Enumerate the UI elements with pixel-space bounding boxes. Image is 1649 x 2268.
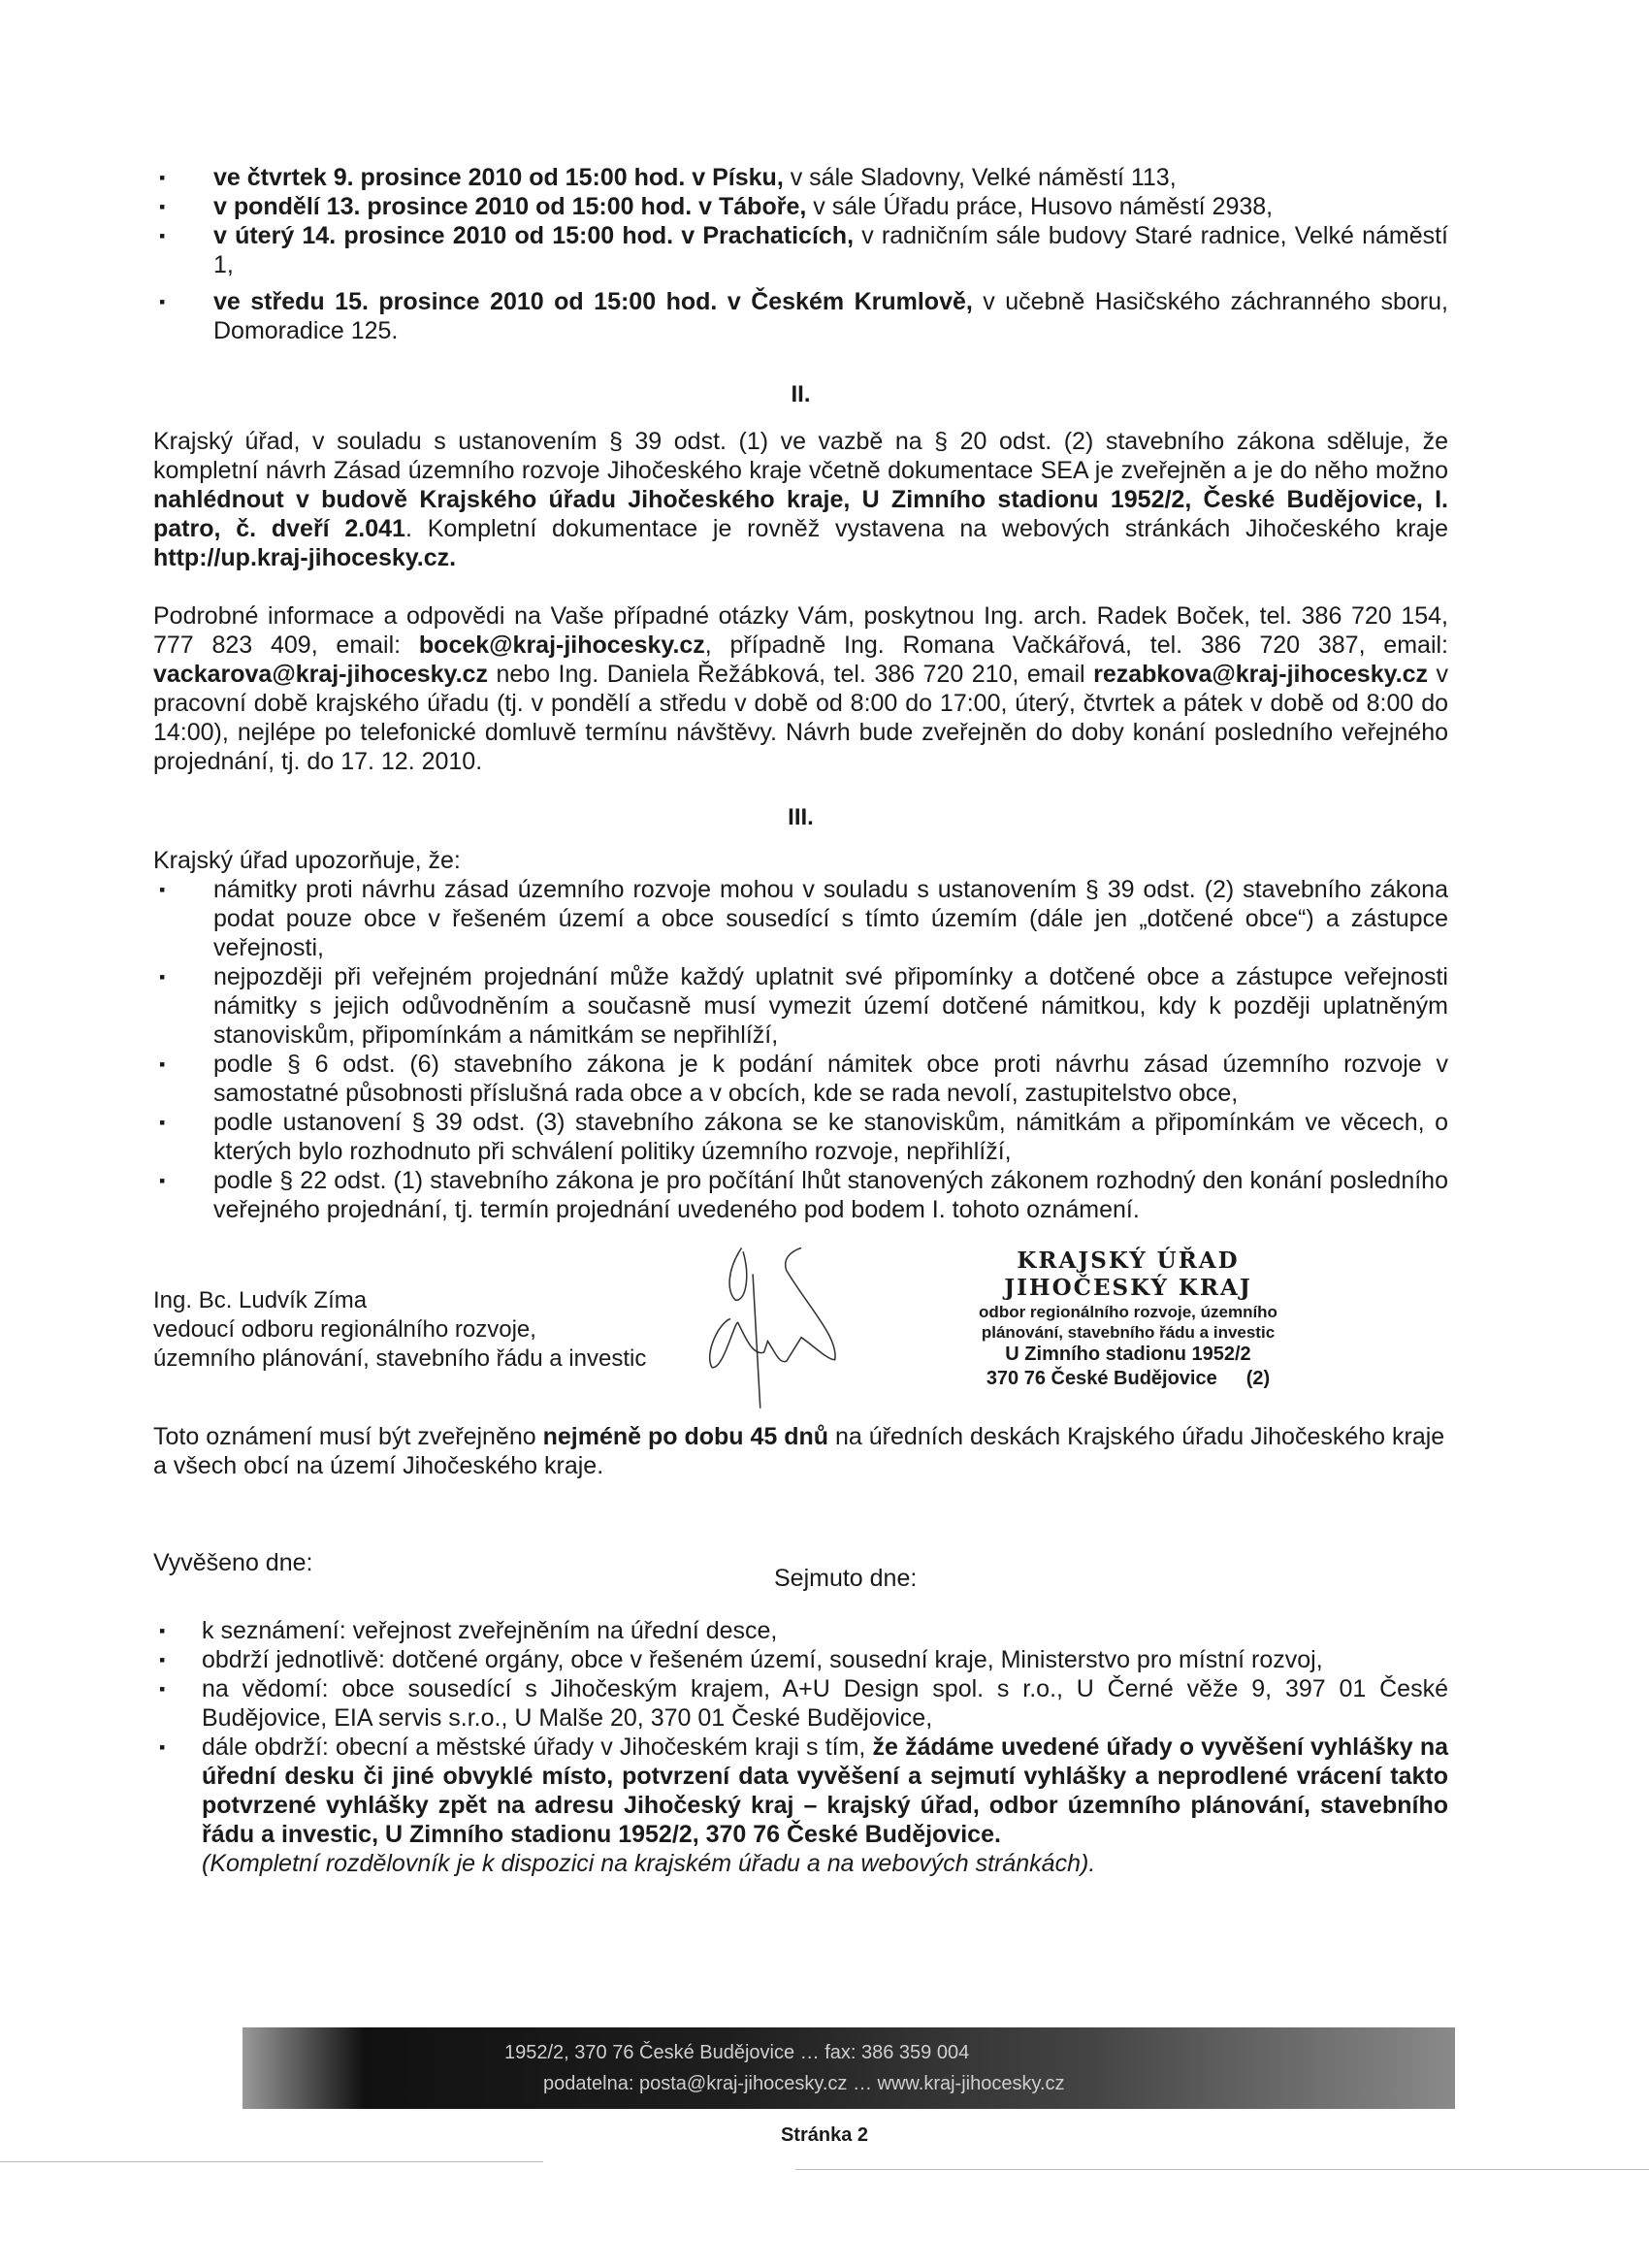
bullet-icon: ▪: [159, 1113, 166, 1132]
footer-contact: podatelna: posta@kraj-jihocesky.cz … www.kraj-jihocesky.cz: [543, 2073, 1065, 2094]
website-link[interactable]: http://up.kraj-jihocesky.cz.: [153, 544, 457, 571]
email-link-vackarova[interactable]: vackarova@kraj-jihocesky.cz: [153, 661, 488, 688]
bullet-icon: ▪: [159, 1737, 166, 1757]
dates-row: [153, 1548, 1448, 1616]
bullet-icon: ▪: [159, 1171, 166, 1190]
email-link-rezabkova[interactable]: rezabkova@kraj-jihocesky.cz: [1093, 661, 1429, 688]
page-number: Stránka 2: [780, 2124, 869, 2146]
signer-role: vedoucí odboru regionálního rozvoje,: [153, 1316, 536, 1343]
list-item: ▪ v úterý 14. prosince 2010 od 15:00 hod. v Prachaticích, v radničním sále budovy Staré radnice, Velké náměstí 1,: [159, 222, 1448, 278]
list-item: ▪ na vědomí: obce sousedící s Jihočeským krajem, A+U Design spol. s r.o., U Černé věže 9, 397 01 České Budějovice, EIA servis s.r.o., U Malše 20, 370 01 České Budějovice,: [159, 1675, 1448, 1732]
list-item: ▪ ve čtvrtek 9. prosince 2010 od 15:00 hod. v Písku, v sále Sladovny, Velké náměstí 113,: [159, 164, 1177, 191]
email-link-bocek[interactable]: bocek@kraj-jihocesky.cz: [418, 632, 705, 659]
bullet-icon: ▪: [159, 292, 166, 311]
contact-paragraph: Podrobné informace a odpovědi na Vaše případné otázky Vám, poskytnou Ing. arch. Radek Boček, tel. 386 720 154, 777 823 409, email: bocek@kraj-jihocesky.cz, případně Ing. Romana Vačkářová, tel. 386 720 387, email: vackarova@kraj-jihocesky.cz nebo Ing. Daniela Řežábková, tel. 386 720 210, email rezabkova@kraj-jihocesky.cz v pracovní době krajského úřadu (tj. v pondělí a středu v době od 8:00 do 17:00, úterý, čtvrtek a pátek v době od 8:00 do 14:00), nejlépe po telefonické domluvě termínu návštěvy. Návrh bude zveřejněn do doby konání posledního veřejného projednání, tj. do 17. 12. 2010.: [153, 602, 1448, 775]
bullet-icon: ▪: [159, 1650, 166, 1669]
bullet-icon: ▪: [159, 1054, 166, 1074]
bullet-icon: ▪: [159, 880, 166, 899]
signature-icon: [682, 1247, 876, 1412]
bullet-icon: ▪: [159, 967, 166, 987]
scan-artifact-line: [795, 2169, 1649, 2170]
bullet-icon: ▪: [159, 1679, 166, 1699]
signer-block: [153, 1286, 658, 1374]
bullet-icon: ▪: [159, 1621, 166, 1640]
list-item: ▪ v pondělí 13. prosince 2010 od 15:00 hod. v Táboře, v sále Úřadu práce, Husovo náměstí 2938,: [159, 193, 1274, 220]
posted-date-label: Vyvěšeno dne:: [153, 1549, 313, 1576]
footer-band: [242, 2027, 1455, 2109]
list-item: ▪ obdrží jednotlivě: dotčené orgány, obce v řešeném území, sousední kraje, Ministerstvo pro místní rozvoj,: [159, 1646, 1323, 1673]
list-item: ▪ dále obdrží: obecní a městské úřady v Jihočeském kraji s tím, že žádáme uvedené úřady o vyvěšení vyhlášky na úřední desku či jiné obvyklé místo, potvrzení data vyvěšení a sejmutí vyhlášky a neprodlené vrácení takto potvrzené vyhlášky zpět na adresu Jihočeský kraj – krajský úřad, odbor územního plánování, stavebního řádu a investic, U Zimního stadionu 1952/2, 370 76 České Budějovice. (Kompletní rozdělovník je k dispozici na krajském úřadu a na webových stránkách).: [159, 1733, 1448, 1877]
signer-role: územního plánování, stavebního řádu a investic: [153, 1345, 647, 1372]
list-item: ▪ podle § 6 odst. (6) stavebního zákona je k podání námitek obce proti návrhu zásad územního rozvoje v samostatné působnosti příslušná rada obce a v obcích, kde se rada nevolí, zastupitelstvo obce,: [159, 1051, 1448, 1107]
signer-name: Ing. Bc. Ludvík Zíma: [153, 1287, 368, 1313]
notice-list: [153, 875, 1448, 1224]
distribution-list: [153, 1616, 1448, 1878]
section-heading-ii: II.: [791, 381, 811, 407]
publication-notice: Toto oznámení musí být zveřejněno nejméně po dobu 45 dnů na úředních deskách Krajského úřadu Jihočeského kraje a všech obcí na území Jihočeského kraje.: [153, 1423, 1445, 1479]
list-item: ▪ podle ustanovení § 39 odst. (3) stavebního zákona se ke stanoviskům, námitkám a připomínkám ve věcech, o kterých bylo rozhodnuto při schválení politiky územního rozvoje, nepřihlíží,: [159, 1109, 1448, 1165]
signature-row: [153, 1247, 1448, 1412]
exhibition-paragraph: Krajský úřad, v souladu s ustanovením § 39 odst. (1) ve vazbě na § 20 odst. (2) stavebního zákona sděluje, že kompletní návrh Zásad územního rozvoje Jihočeského kraje včetně dokumentace SEA je zveřejněn a je do něho možno nahlédnout v budově Krajského úřadu Jihočeského kraje, U Zimního stadionu 1952/2, České Budějovice, I. patro, č. dveří 2.041. Kompletní dokumentace je rovněž vystavena na webových stránkách Jihočeského kraje http://up.kraj-jihocesky.cz.: [153, 428, 1448, 571]
official-stamp: KRAJSKÝ ÚŘAD JIHOČESKÝ KRAJ odbor regionálního rozvoje, územního plánování, stavebního řádu a investic U Zimního stadionu 1952/2 370 76 České Budějovice (2): [979, 1247, 1277, 1389]
footer-address: 1952/2, 370 76 České Budějovice … fax: 386 359 004: [504, 2042, 970, 2063]
bullet-icon: ▪: [159, 226, 166, 245]
removed-date-label: Sejmuto dne:: [774, 1565, 918, 1592]
meeting-list: [153, 163, 1448, 345]
section-heading-iii: III.: [788, 804, 814, 830]
list-item: ▪ námitky proti návrhu zásad územního rozvoje mohou v souladu s ustanovením § 39 odst. (2) stavebního zákona podat pouze obce v řešeném území a obce sousedící s tímto územím (dále jen „dotčené obce“) a zástupce veřejnosti,: [159, 876, 1448, 961]
document-body: [153, 163, 1448, 1878]
list-item: ▪ ve středu 15. prosince 2010 od 15:00 hod. v Českém Krumlově, v učebně Hasičského záchranného sboru, Domoradice 125.: [159, 288, 1448, 344]
notice-intro: Krajský úřad upozorňuje, že:: [153, 847, 461, 874]
list-item: ▪ podle § 22 odst. (1) stavebního zákona je pro počítání lhůt stanovených zákonem rozhodný den konání posledního veřejného projednání, tj. termín projednání uvedeného pod bodem I. tohoto oznámení.: [159, 1167, 1448, 1223]
bullet-icon: ▪: [159, 168, 166, 187]
list-item: ▪ nejpozději při veřejném projednání může každý uplatnit své připomínky a dotčené obce a zástupce veřejnosti námitky s jejich odůvodněním a současně musí vymezit území dotčené námitkou, kdy k později uplatněným stanoviskům, připomínkám a námitkám se nepřihlíží,: [159, 963, 1448, 1049]
bullet-icon: ▪: [159, 197, 166, 216]
list-item: ▪ k seznámení: veřejnost zveřejněním na úřední desce,: [159, 1617, 778, 1644]
scan-artifact-line: [0, 2161, 543, 2162]
